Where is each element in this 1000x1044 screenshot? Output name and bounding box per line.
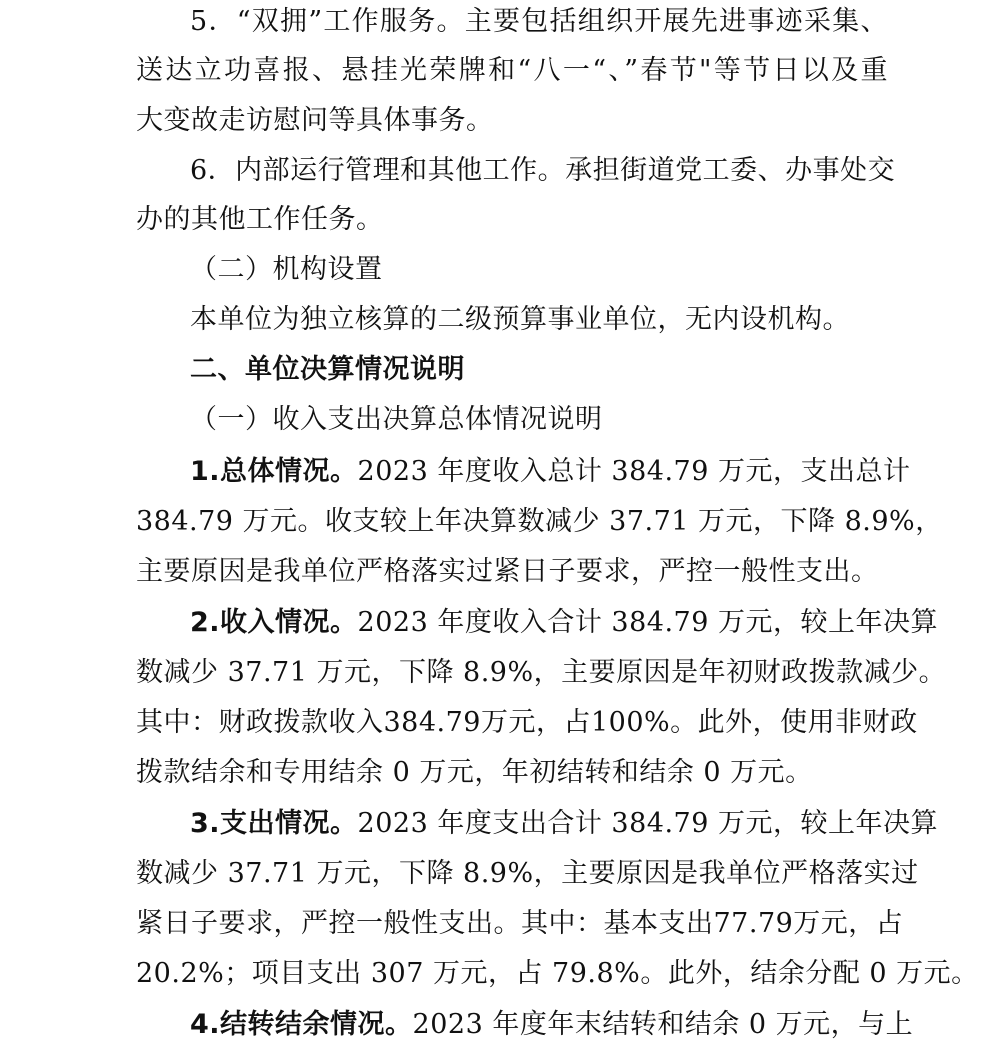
paragraph-line: 大变故走访慰问等具体事务。 xyxy=(136,105,494,136)
paragraph-line: 紧日子要求，严控一般性支出。其中：基本支出77.79万元，占 xyxy=(136,908,904,939)
item-title: 2.收入情况。 xyxy=(190,607,358,638)
item-text: 2023 年度支出合计 384.79 万元，较上年决算 xyxy=(357,808,938,839)
paragraph-line: 5．“双拥”工作服务。主要包括组织开展先进事迹采集、 xyxy=(190,6,888,37)
paragraph-line: 20.2%；项目支出 307 万元，占 79.8%。此外，结余分配 0 万元。 xyxy=(136,958,979,989)
paragraph-line xyxy=(190,807,938,841)
section-heading: 二、单位决算情况说明 xyxy=(190,354,465,385)
section-subheading: （一）收入支出决算总体情况说明 xyxy=(190,404,603,435)
paragraph-line: 主要原因是我单位严格落实过紧日子要求，严控一般性支出。 xyxy=(136,556,879,587)
paragraph-line: 本单位为独立核算的二级预算事业单位，无内设机构。 xyxy=(190,304,850,335)
paragraph-line: 数减少 37.71 万元，下降 8.9%，主要原因是年初财政拨款减少。 xyxy=(136,657,947,688)
paragraph-line: 其中：财政拨款收入384.79万元，占100%。此外，使用非财政 xyxy=(136,707,918,738)
item-title: 4.结转结余情况。 xyxy=(190,1009,413,1040)
item-text: 2023 年度收入合计 384.79 万元，较上年决算 xyxy=(357,607,938,638)
paragraph-line: 384.79 万元。收支较上年决算数减少 37.71 万元，下降 8.9%， xyxy=(136,506,943,537)
item-text: 2023 年度年末结转和结余 0 万元，与上 xyxy=(412,1009,914,1040)
item-title: 1.总体情况。 xyxy=(190,456,358,487)
item-title: 3.支出情况。 xyxy=(190,808,358,839)
paragraph-line: 拨款结余和专用结余 0 万元，年初结转和结余 0 万元。 xyxy=(136,757,813,788)
paragraph-line: 送达立功喜报、悬挂光荣牌和“八一“、”春节"等节日以及重 xyxy=(136,55,888,86)
paragraph-line xyxy=(190,1008,914,1042)
item-text: 2023 年度收入总计 384.79 万元，支出总计 xyxy=(357,456,911,487)
paragraph-line xyxy=(190,455,911,489)
paragraph-line xyxy=(190,606,938,640)
paragraph-line: 数减少 37.71 万元，下降 8.9%，主要原因是我单位严格落实过 xyxy=(136,858,919,889)
paragraph-line: 办的其他工作任务。 xyxy=(136,204,384,235)
section-subheading: （二）机构设置 xyxy=(190,254,383,285)
paragraph-line: 6．内部运行管理和其他工作。承担街道党工委、办事处交 xyxy=(190,155,896,186)
